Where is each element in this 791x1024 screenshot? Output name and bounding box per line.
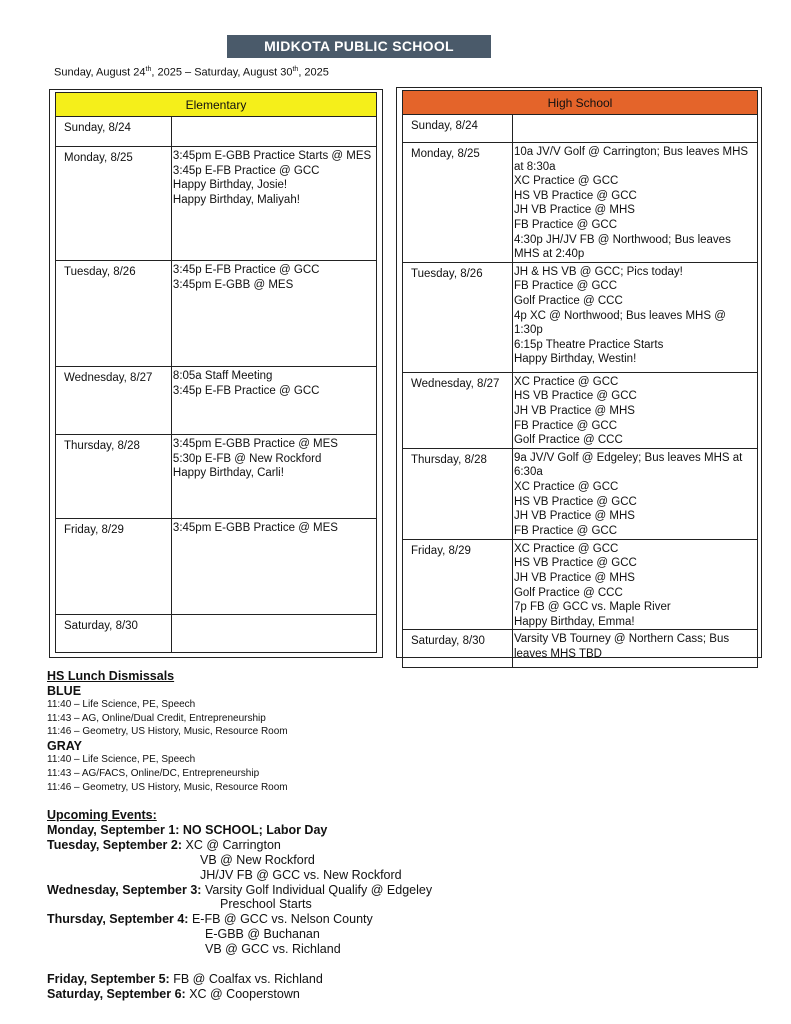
elementary-events-cell — [171, 367, 376, 435]
highschool-event: 4p XC @ Northwood; Bus leaves MHS @ 1:30p — [513, 309, 726, 337]
elementary-event: Happy Birthday, Josie! — [172, 179, 288, 192]
highschool-event: 6:15p Theatre Practice Starts — [513, 338, 664, 351]
event-fri-label: Friday, September 5: — [47, 972, 170, 987]
highschool-event: 4:30p JH/JV FB @ Northwood; Bus leaves MHS at 2:40p — [513, 233, 731, 261]
upcoming-title: Upcoming Events: — [47, 808, 157, 822]
event-thu-1: E-FB @ GCC vs. Nelson County — [191, 912, 373, 927]
event-mon-label: Monday, September 1: NO SCHOOL; Labor Day — [47, 822, 328, 837]
highschool-row — [403, 630, 758, 668]
highschool-event: Happy Birthday, Emma! — [513, 615, 635, 628]
highschool-event: FB Practice @ GCC — [513, 524, 618, 537]
highschool-day-cell: Sunday, 8/24 — [403, 115, 513, 143]
lunch-time-item: 11:46 – Geometry, US History, Music, Resource Room — [47, 781, 288, 793]
elementary-event: 3:45pm E-GBB Practice Starts @ MES — [172, 150, 372, 162]
highschool-event: HS VB Practice @ GCC — [513, 557, 637, 570]
event-tue-2: VB @ New Rockford — [200, 852, 315, 867]
date-end-suffix: th — [292, 66, 299, 73]
event-wed-1: Varsity Golf Individual Qualify @ Edgeley — [204, 882, 433, 897]
lunch-dismissals — [47, 684, 288, 794]
event-thu-3: VB @ GCC vs. Richland — [205, 942, 341, 957]
event-sat-label: Saturday, September 6: — [47, 986, 186, 1001]
highschool-heading: High School — [403, 91, 758, 115]
school-title: MIDKOTA PUBLIC SCHOOL — [227, 35, 491, 58]
highschool-event: JH VB Practice @ MHS — [513, 404, 635, 417]
highschool-events-cell — [512, 630, 757, 668]
date-start: Sunday, August 24 — [54, 66, 146, 79]
elementary-row — [56, 261, 377, 367]
lunch-title: HS Lunch Dismissals — [47, 669, 175, 683]
elementary-row — [56, 117, 377, 147]
event-wed-label: Wednesday, September 3: — [47, 882, 202, 897]
lunch-group-name: BLUE — [47, 684, 82, 698]
highschool-events-cell — [512, 115, 757, 143]
event-tue-1: XC @ Carrington — [185, 837, 281, 852]
highschool-event: Golf Practice @ CCC — [513, 294, 623, 307]
elementary-event: 3:45pm E-GBB Practice @ MES — [172, 438, 338, 450]
highschool-events-cell — [512, 143, 757, 263]
highschool-event: Happy Birthday, Westin! — [513, 353, 637, 366]
elementary-event: 3:45pm E-GBB Practice @ MES — [172, 522, 338, 534]
date-end: , 2025 – Saturday, August 30 — [151, 66, 293, 79]
elementary-schedule-table — [55, 92, 377, 653]
highschool-day-cell: Friday, 8/29 — [403, 539, 513, 630]
highschool-event: JH VB Practice @ MHS — [513, 571, 635, 584]
event-thu-2: E-GBB @ Buchanan — [205, 927, 320, 942]
highschool-day-cell: Saturday, 8/30 — [403, 630, 513, 668]
highschool-events-cell — [512, 262, 757, 372]
elementary-row — [56, 435, 377, 519]
highschool-row — [403, 539, 758, 630]
elementary-day-cell: Saturday, 8/30 — [56, 615, 172, 653]
highschool-event: Varsity VB Tourney @ Northern Cass; Bus leaves MHS TBD — [513, 633, 730, 660]
highschool-event: FB Practice @ GCC — [513, 280, 618, 293]
elementary-event: 3:45p E-FB Practice @ GCC — [172, 384, 320, 397]
event-wed-2: Preschool Starts — [220, 897, 312, 912]
elementary-events-cell — [171, 435, 376, 519]
highschool-day-cell: Tuesday, 8/26 — [403, 262, 513, 372]
highschool-event: 10a JV/V Golf @ Carrington; Bus leaves MHS at 8:30a — [513, 146, 749, 173]
elementary-day-cell: Wednesday, 8/27 — [56, 367, 172, 435]
highschool-day-cell: Thursday, 8/28 — [403, 448, 513, 539]
elementary-day-cell: Monday, 8/25 — [56, 147, 172, 261]
highschool-events-cell — [512, 539, 757, 630]
highschool-event: HS VB Practice @ GCC — [513, 495, 637, 508]
elementary-day-cell: Tuesday, 8/26 — [56, 261, 172, 367]
lunch-time-item: 11:43 – AG/FACS, Online/DC, Entrepreneurship — [47, 767, 260, 779]
highschool-event: XC Practice @ GCC — [513, 480, 619, 493]
highschool-day-cell: Wednesday, 8/27 — [403, 372, 513, 448]
elementary-events-cell — [171, 519, 376, 615]
event-thu-label: Thursday, September 4: — [47, 912, 189, 927]
highschool-event: 7p FB @ GCC vs. Maple River — [513, 601, 671, 614]
elementary-day-cell: Friday, 8/29 — [56, 519, 172, 615]
highschool-row — [403, 448, 758, 539]
elementary-event: Happy Birthday, Maliyah! — [172, 193, 300, 206]
highschool-event: JH & HS VB @ GCC; Pics today! — [513, 265, 683, 278]
highschool-row — [403, 115, 758, 143]
highschool-day-cell: Monday, 8/25 — [403, 143, 513, 263]
highschool-event: JH VB Practice @ MHS — [513, 204, 635, 217]
elementary-event: 3:45pm E-GBB @ MES — [172, 278, 294, 291]
highschool-event: FB Practice @ GCC — [513, 419, 618, 432]
elementary-heading: Elementary — [56, 93, 377, 117]
elementary-event: 8:05a Staff Meeting — [172, 370, 273, 382]
highschool-events-cell — [512, 372, 757, 448]
highschool-row — [403, 143, 758, 263]
elementary-events-cell — [171, 117, 376, 147]
elementary-event: 3:45p E-FB Practice @ GCC — [172, 164, 320, 177]
elementary-events-cell — [171, 615, 376, 653]
highschool-event: Golf Practice @ CCC — [513, 586, 623, 599]
event-tue-label: Tuesday, September 2: — [47, 837, 182, 852]
elementary-day-cell: Sunday, 8/24 — [56, 117, 172, 147]
event-tue-3: JH/JV FB @ GCC vs. New Rockford — [200, 867, 402, 882]
highschool-row — [403, 262, 758, 372]
elementary-day-cell: Thursday, 8/28 — [56, 435, 172, 519]
elementary-row — [56, 519, 377, 615]
event-fri-1: FB @ Coalfax vs. Richland — [173, 972, 323, 987]
highschool-event: XC Practice @ GCC — [513, 375, 619, 388]
highschool-event: HS VB Practice @ GCC — [513, 189, 637, 202]
elementary-row — [56, 147, 377, 261]
elementary-row — [56, 615, 377, 653]
highschool-event: HS VB Practice @ GCC — [513, 390, 637, 403]
highschool-event: 9a JV/V Golf @ Edgeley; Bus leaves MHS at 6:30a — [513, 451, 743, 479]
lunch-time-item: 11:46 – Geometry, US History, Music, Resource Room — [47, 726, 288, 738]
lunch-group-name: GRAY — [47, 739, 82, 754]
lunch-time-item: 11:40 – Life Science, PE, Speech — [47, 699, 196, 710]
elementary-row — [56, 367, 377, 435]
lunch-time-item: 11:40 – Life Science, PE, Speech — [47, 754, 196, 766]
upcoming-events — [47, 808, 432, 1002]
elementary-events-cell — [171, 147, 376, 261]
highschool-row — [403, 372, 758, 448]
lunch-time-item: 11:43 – AG, Online/Dual Credit, Entrepreneurship — [47, 712, 266, 724]
highschool-schedule-table — [402, 90, 758, 668]
date-start-suffix: th — [145, 66, 152, 73]
date-year: , 2025 — [298, 66, 329, 79]
week-date-range — [54, 66, 329, 79]
event-sat-1: XC @ Cooperstown — [189, 986, 300, 1001]
highschool-event: JH VB Practice @ MHS — [513, 510, 635, 523]
highschool-event: Golf Practice @ CCC — [513, 434, 623, 447]
elementary-events-cell — [171, 261, 376, 367]
highschool-event: FB Practice @ GCC — [513, 218, 618, 231]
elementary-event: Happy Birthday, Carli! — [172, 467, 284, 480]
highschool-events-cell — [512, 448, 757, 539]
elementary-event: 5:30p E-FB @ New Rockford — [172, 452, 322, 465]
highschool-event: XC Practice @ GCC — [513, 175, 619, 188]
highschool-event: XC Practice @ GCC — [513, 542, 619, 555]
elementary-event: 3:45p E-FB Practice @ GCC — [172, 264, 320, 276]
